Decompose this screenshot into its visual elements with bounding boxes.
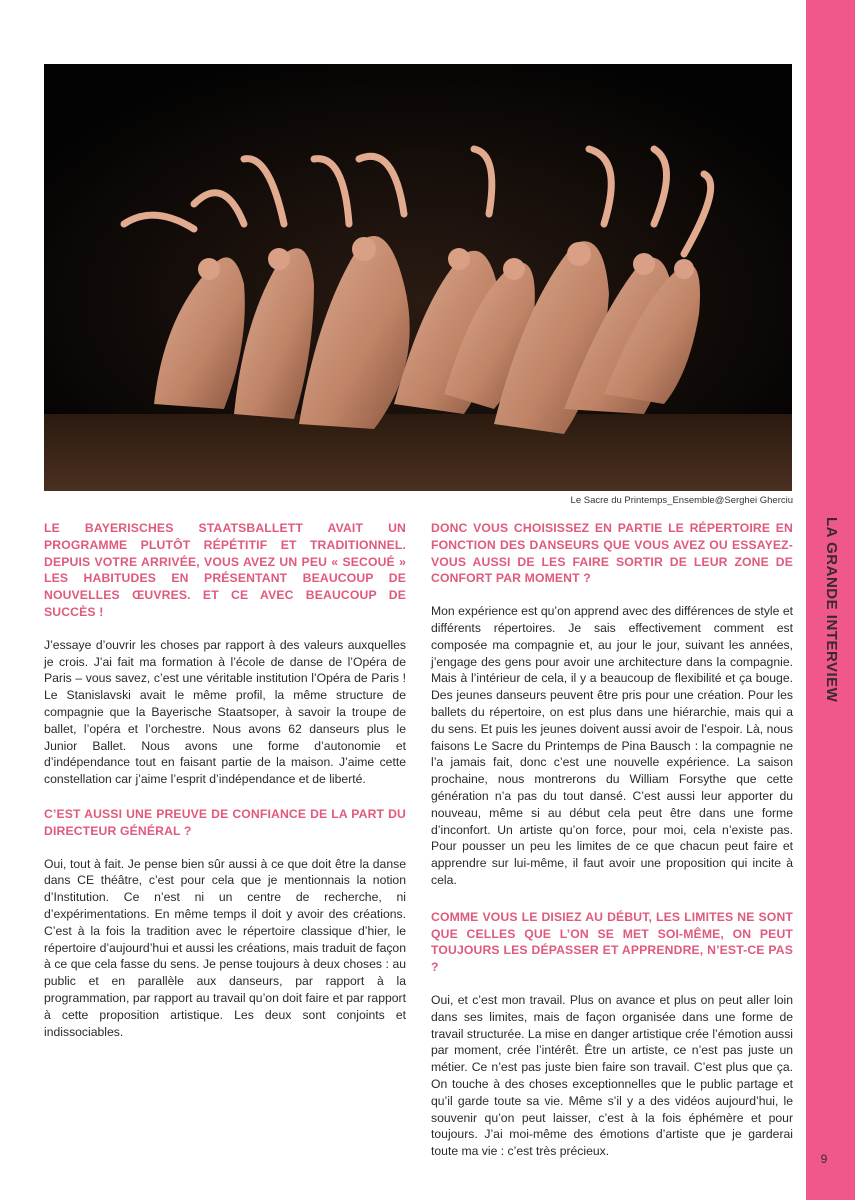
- answer-2: Oui, tout à fait. Je pense bien sûr aussi à ce que doit être la danse dans CE théâtre, c’est pour cela que je mentionnais la notion d’Institution. Ce n’est ni un centre de recherche, ni d’expérimentations. En même temps il doit y avoir des créations. C’est à la fois la tradition avec le répertoire classique d’hier, le répertoire d’aujourd’hui et aussi les créations, mais traduit de façon à ce que cela fasse du sens. Je pense toujours à deux choses : au public et en parallèle aux danseurs, par rapport à la programmation, par rapport au travail qu’on doit faire et par rapport à cette proposition artistique. Les deux sont conjoints et indissociables.: [44, 856, 406, 1039]
- dancers-illustration: [44, 64, 792, 491]
- question-1: LE BAYERISCHES STAATSBALLETT AVAIT UN PROGRAMME PLUTÔT RÉPÉTITIF ET TRADITIONNEL. DEPUIS VOTRE ARRIVÉE, VOUS AVEZ UN PEU « SECOUÉ » LES HABITUDES EN PRÉSENTANT BEAUCOUP DE NOUVELLES ŒUVRES. ET CE AVEC BEAUCOUP DE SUCCÈS !: [44, 521, 406, 619]
- left-column: [44, 520, 406, 1058]
- page-number: 9: [820, 1152, 828, 1166]
- section-label: LA GRANDE INTERVIEW: [823, 517, 840, 703]
- question-4: COMME VOUS LE DISIEZ AU DÉBUT, LES LIMITES NE SONT QUE CELLES QUE L’ON SE MET SOI-MÊME, ON PEUT TOUJOURS LES DÉPASSER ET APPRENDRE, N’EST-CE PAS ?: [431, 909, 793, 975]
- photo-credit: Le Sacre du Printemps_Ensemble@Serghei Gherciu: [570, 495, 793, 506]
- question-3: DONC VOUS CHOISISSEZ EN PARTIE LE RÉPERTOIRE EN FONCTION DES DANSEURS QUE VOUS AVEZ OU ESSAYEZ-VOUS AUSSI DE LES FAIRE SORTIR DE LEUR ZONE DE CONFORT PAR MOMENT ?: [431, 521, 793, 586]
- dance-photo: [44, 64, 792, 491]
- answer-1: J’essaye d’ouvrir les choses par rapport à des valeurs auxquelles je crois. J’ai fait ma formation à l’école de danse de l’Opéra de Paris – vous savez, c’est une véritable institution l’Opéra de Paris ! Le Stanislavski avait le même profil, la même structure de compagnie que la Bayerische Staatsoper, à savoir la troupe de ballet, l’opéra et l’orchestre. Nous avons 62 danseurs plus le Junior Ballet. Nous avons une forme d’autonomie et d’indépendance tout en faisant partie de la maison. J’aime cette constellation car j’aime l’esprit d’indépendance et de liberté.: [44, 637, 406, 787]
- right-column: [431, 520, 793, 1180]
- answer-3: Mon expérience est qu’on apprend avec des différences de style et différents répertoires. Je sais effectivement comment est composée ma compagnie et, au jour le jour, suivant les années, j’engage des gens pour avoir une architecture dans la compagnie. Mais à l’intérieur de cela, il y a beaucoup de flexibilité et ça bouge. Des jeunes danseurs peuvent être pris pour une création. Pour les ballets du répertoire, on est plus dans une hiérarchie, mais qui a du sens. Et puis les jeunes doivent aussi avoir de l’espoir. Là, nous faisons Le Sacre du Printemps de Pina Bausch : la compagnie ne l’a jamais fait, donc c’est une nouvelle expérience. La saison prochaine, nous montrerons du William Forsythe que cette génération n’a pas du tout dansé. C’est aussi leur apporter du nouveau, même si au début cela peut être dans une forme d’inconfort. Un artiste qu’on force, pour moi, cela n’existe pas. Pour pousser un peu les limites de ce que chacun peut faire et apprendre sur lui-même, il faut avoir une proposition qui incite à cela.: [431, 604, 793, 887]
- question-2: C’EST AUSSI UNE PREUVE DE CONFIANCE DE LA PART DU DIRECTEUR GÉNÉRAL ?: [44, 806, 406, 838]
- answer-4: Oui, et c’est mon travail. Plus on avance et plus on peut aller loin dans ses limites, mais de façon organisée dans une forme de travail structurée. La mise en danger artistique crée l’émotion aussi par moment, crée l’intérêt. Être un artiste, ce n’est pas juste un métier. Ce n’est pas juste bien faire son travail. C’est plus que ça. On touche à des choses exceptionnelles que le public partage et qu’il garde toute sa vie. Même s’il y a des vidéos aujourd’hui, le souvenir qu’on peut laisser, c’est à la fois éphémère et pour toujours. J’ai moi-même des émotions d’artiste que je garderai toute ma vie : c’est très précieux.: [431, 992, 793, 1159]
